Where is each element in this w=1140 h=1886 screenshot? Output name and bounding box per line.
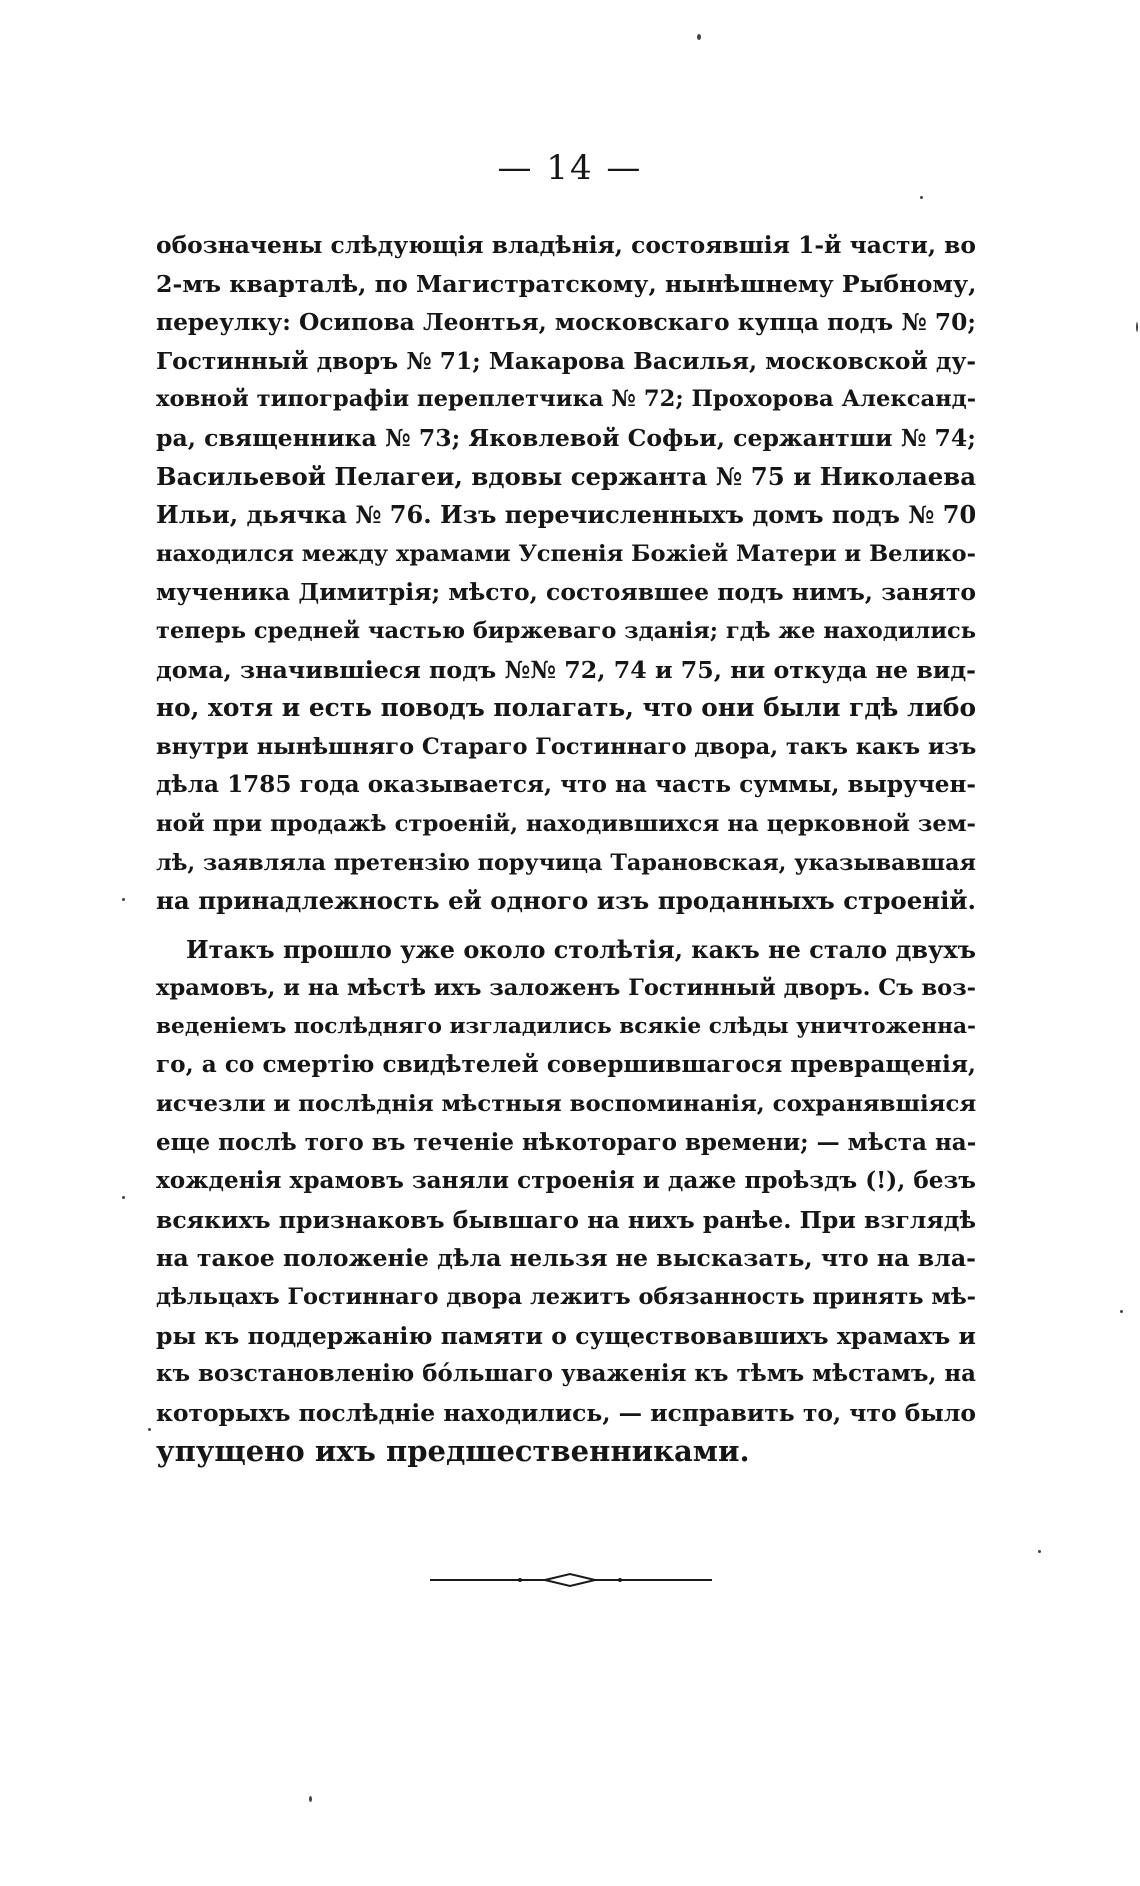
text-line: на такое положеніе дѣла нельзя не высказать, что на вла- [156, 1244, 976, 1273]
text-line: 2-мъ кварталѣ, по Магистратскому, нынѣшнему Рыбному, [156, 269, 977, 298]
paper-speck [1136, 322, 1138, 332]
text-line: упущено ихъ предшественниками. [156, 1434, 750, 1469]
section-end-ornament-icon [0, 1570, 1140, 1590]
text-line: Ильи, дьячка № 76. Изъ перечисленныхъ домъ подъ № 70 [156, 500, 977, 530]
text-line: еще послѣ того въ теченіе нѣкотораго времени; — мѣста на- [156, 1128, 977, 1156]
text-line: къ возстановленію бóльшаго уваженія къ тѣмъ мѣстамъ, на [156, 1361, 976, 1388]
text-line: хожденія храмовъ заняли строенія и даже проѣздъ (!), безъ [156, 1167, 976, 1195]
text-line: Васильевой Пелагеи, вдовы сержанта № 75 и Николаева [156, 461, 976, 491]
text-line: обозначены слѣдующія владѣнія, состоявшія 1-й части, во [156, 231, 976, 259]
text-line: дома, значившіеся подъ №№ 72, 74 и 75, ни откуда не вид- [156, 655, 977, 684]
text-line: всякихъ признаковъ бывшаго на нихъ ранѣе. При взглядѣ [156, 1205, 976, 1234]
paragraph [156, 931, 976, 1471]
paper-speck [148, 1428, 151, 1431]
text-line: дѣла 1785 года оказывается, что на часть суммы, выручен- [156, 771, 976, 799]
text-line: Гостинный дворъ № 71; Макарова Василья, московской ду- [156, 346, 977, 375]
text-line: ры къ поддержанію памяти о существовавшихъ храмахъ и [156, 1321, 976, 1350]
text-line: го, а со смертію свидѣтелей совершившагося превращенія, [156, 1051, 976, 1079]
paper-speck [122, 1196, 125, 1199]
text-line: находился между храмами Успенія Божіей Матери и Велико- [156, 540, 976, 567]
text-line: ной при продажѣ строеній, находившихся на церковной зем- [156, 810, 976, 837]
paragraph-gap [156, 921, 976, 931]
text-line: переулку: Осипова Леонтья, московскаго купца подъ № 70; [156, 308, 976, 337]
paragraph [156, 226, 976, 921]
text-line: мученика Димитрія; мѣсто, состоявшее подъ нимъ, занято [156, 578, 976, 607]
text-line: Итакъ прошло уже около столѣтія, какъ не стало двухъ [186, 935, 976, 964]
text-line: которыхъ послѣдніе находились, — исправить то, что было [156, 1398, 976, 1427]
text-line: на принадлежность ей одного изъ проданныхъ строеній. [156, 886, 977, 916]
text-line: исчезли и послѣднія мѣстныя воспоминанія, сохранявшіяся [156, 1091, 977, 1118]
text-line: ховной типографіи переплетчика № 72; Прохорова Александ- [156, 386, 977, 413]
text-line: внутри нынѣшняго Стараго Гостиннаго двора, такъ какъ изъ [156, 733, 977, 760]
text-line: теперь средней частью биржеваго зданія; гдѣ же находились [156, 617, 976, 644]
paper-speck [1120, 1310, 1123, 1313]
paper-speck [1038, 1550, 1041, 1553]
text-line: веденіемъ послѣдняго изгладились всякіе слѣды уничтоженна- [156, 1013, 976, 1039]
text-line: ра, священника № 73; Яковлевой Софьи, сержантши № 74; [156, 423, 976, 452]
body-text [156, 226, 976, 1471]
page-number: — 14 — [497, 148, 643, 188]
text-line: дѣльцахъ Гостиннаго двора лежитъ обязанность принять мѣ- [156, 1284, 976, 1311]
paper-speck [309, 1796, 312, 1802]
text-line: лѣ, заявляла претензію поручица Тарановская, указывавшая [156, 849, 976, 876]
text-line: храмовъ, и на мѣстѣ ихъ заложенъ Гостинный дворъ. Съ воз- [156, 975, 976, 1002]
paper-speck [920, 196, 923, 199]
paper-speck [697, 34, 701, 40]
text-line: но, хотя и есть поводъ полагать, что они были гдѣ либо [156, 693, 976, 723]
paper-speck [122, 898, 125, 901]
